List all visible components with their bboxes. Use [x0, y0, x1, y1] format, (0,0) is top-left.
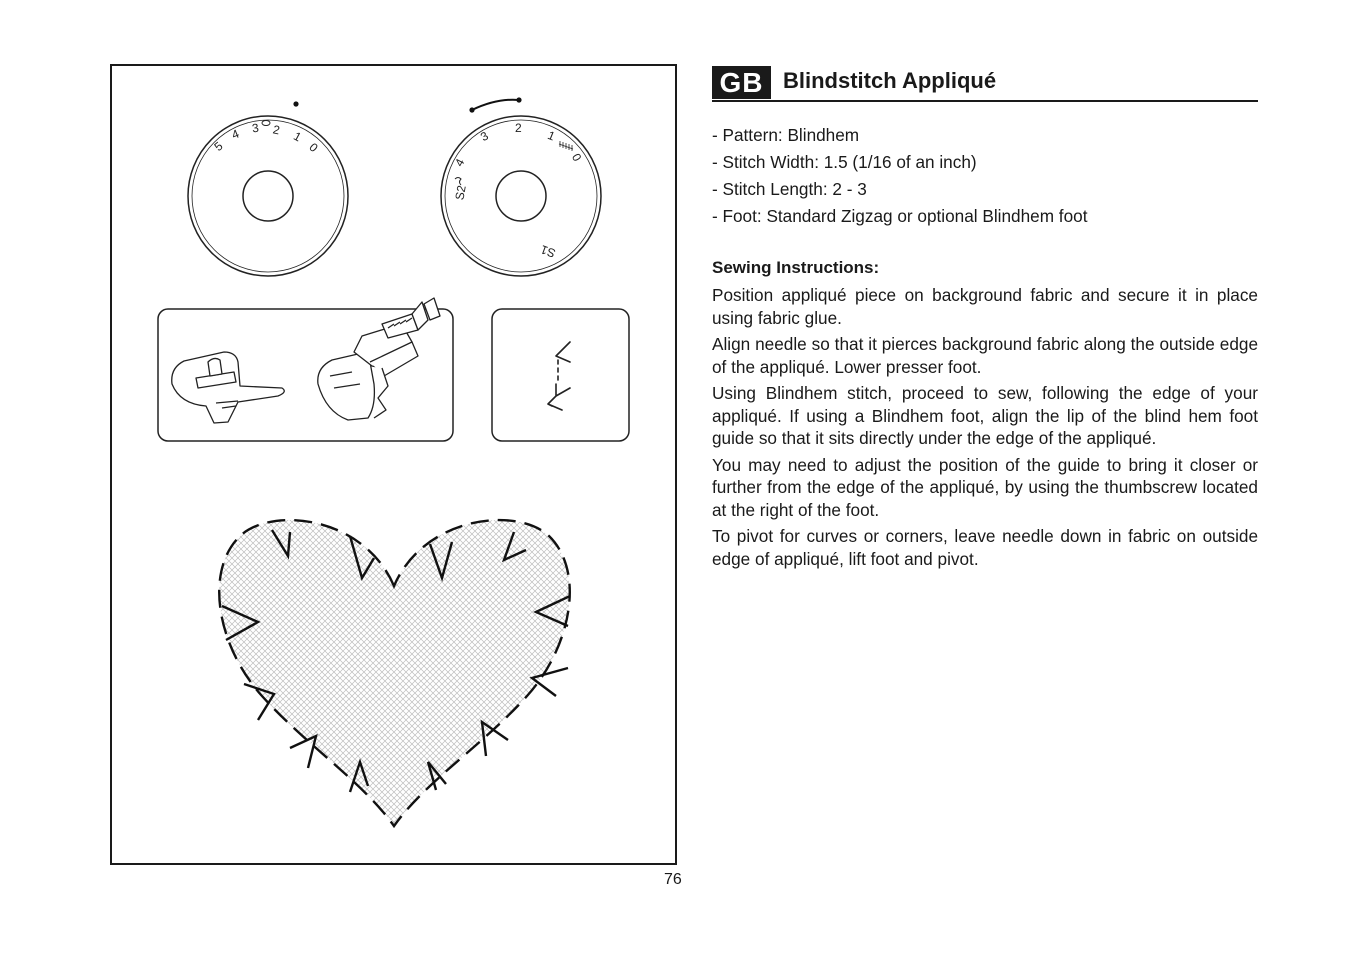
stitch-length-dial — [441, 97, 601, 276]
length-dial-label: S2 — [452, 184, 469, 202]
instruction-paragraph: Align needle so that it pierces background fabric along the outside edge of the appliqué. Lower presser foot. — [712, 334, 1258, 377]
width-dial-label: 5 — [211, 138, 226, 154]
width-dial-label: 1 — [291, 128, 304, 145]
stitch-pattern-box — [492, 309, 629, 441]
instruction-paragraph: You may need to adjust the position of the guide to bring it closer or further from the edge of the appliqué, by using the thumbscrew located at the right of the foot. — [712, 454, 1258, 520]
illustration-svg — [112, 66, 675, 863]
instruction-paragraph: To pivot for curves or corners, leave needle down in fabric on outside edge of appliqué, lift foot and pivot. — [712, 526, 1258, 569]
setting-foot: - Foot: Standard Zigzag or optional Blindhem foot — [712, 206, 1088, 226]
width-dial-label: 0 — [306, 140, 321, 156]
length-dial-label: S1 — [538, 242, 558, 261]
width-dial-indicator-dot — [293, 101, 298, 106]
illustration-frame — [110, 64, 677, 865]
width-dial-label: 2 — [271, 122, 282, 138]
length-dial-range-dot — [469, 107, 474, 112]
length-dial-label: 2 — [515, 121, 522, 135]
width-dial-label: 4 — [229, 126, 242, 142]
length-dial-label: 4 — [451, 156, 468, 169]
length-dial-range-arc — [472, 100, 519, 110]
length-dial-label: 1 — [545, 128, 558, 144]
stitch-width-dial — [188, 101, 348, 276]
setting-stitch-width: - Stitch Width: 1.5 (1/16 of an inch) — [712, 152, 977, 172]
heart-applique — [219, 520, 570, 826]
language-badge: GB — [712, 66, 771, 99]
instruction-paragraph: Position appliqué piece on background fabric and secure it in place using fabric glue. — [712, 285, 1258, 328]
presser-feet-box — [158, 298, 453, 441]
length-dial-label: 0 — [568, 151, 585, 164]
sewing-instructions — [712, 284, 1258, 574]
instruction-paragraph: Using Blindhem stitch, proceed to sew, following the edge of your appliqué. If using a Blindhem foot, align the lip of the blind hem foot guide so that it sits directly under the edge of the appliqué. — [712, 383, 1258, 448]
width-dial-label: 3 — [251, 120, 260, 136]
page-title: Blindstitch Appliqué — [783, 68, 997, 93]
length-dial-range-dot — [516, 97, 521, 102]
section-header — [712, 66, 1258, 102]
length-dial-label: 3 — [478, 128, 491, 145]
page-number: 76 — [664, 871, 682, 888]
setting-pattern: - Pattern: Blindhem — [712, 125, 860, 145]
setting-stitch-length: - Stitch Length: 2 - 3 — [712, 179, 867, 199]
stitch-settings-list — [712, 122, 1258, 230]
sewing-instructions-heading: Sewing Instructions: — [712, 258, 880, 277]
